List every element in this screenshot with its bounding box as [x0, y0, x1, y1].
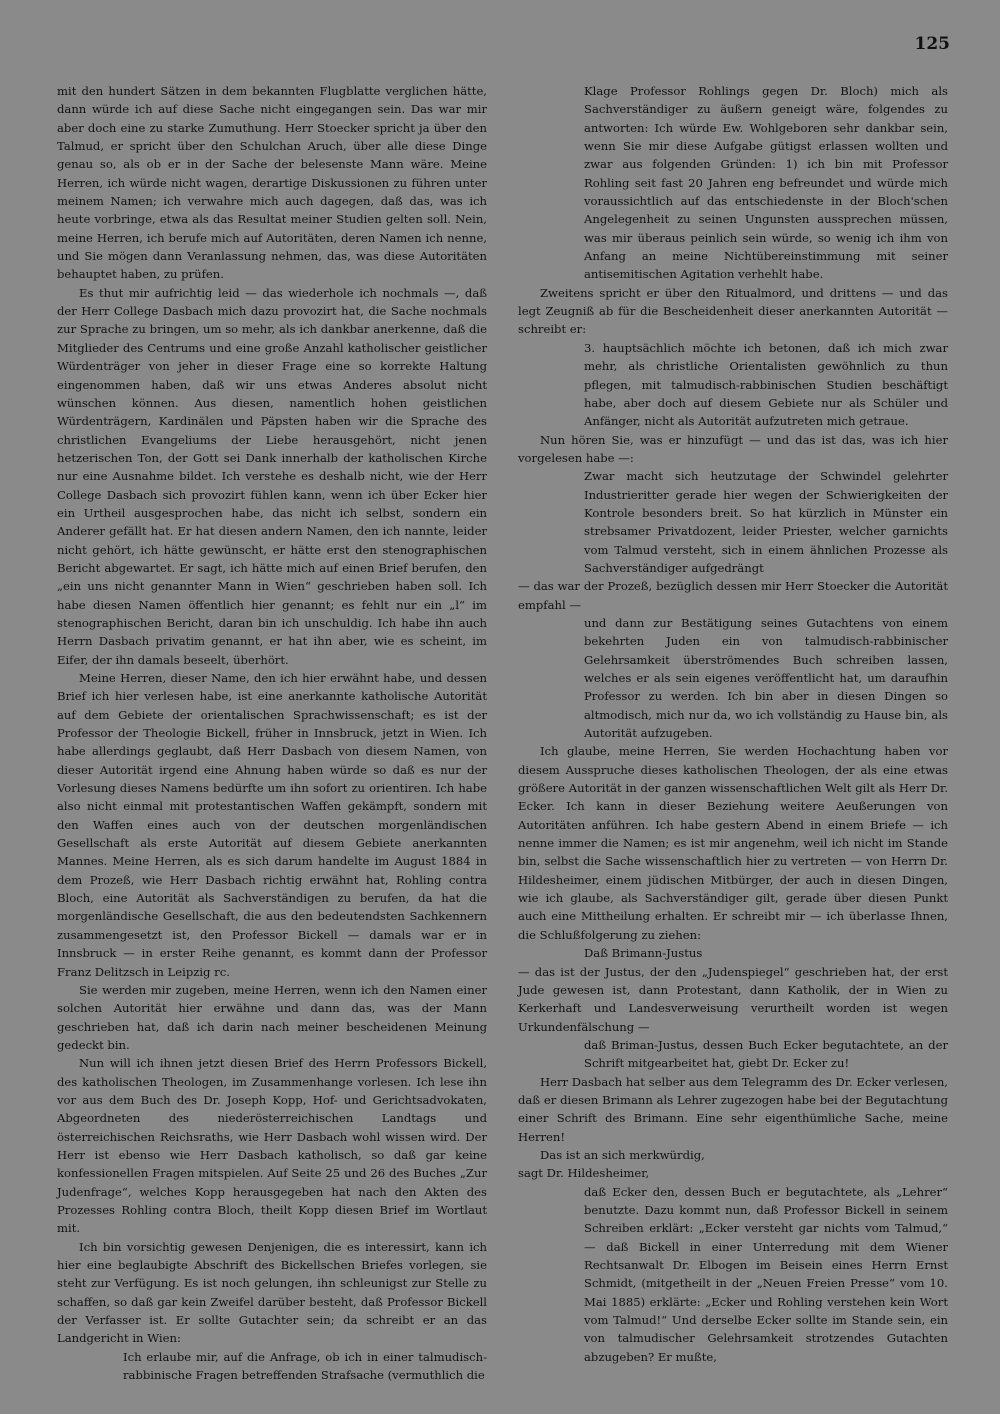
left-column — [57, 82, 487, 1384]
paragraph: Zwar macht sich heutzutage der Schwindel gelehrter Industrieritter gerade hier wegen der Schwierigkeiten der Kontrole besonders breit. So hat kürzlich in Münster ein strebsamer Privatdozent, leider Priester, welcher garnichts vom Talmud versteht, sich in einem ähnlichen Prozesse als Sachverständiger aufgedrängt — [584, 469, 948, 575]
paragraph: Ich erlaube mir, auf die Anfrage, ob ich in einer talmudisch-rabbinische Fragen betreffenden Strafsache (vermuthlich die — [123, 1349, 487, 1383]
paragraph: Herr Dasbach hat selber aus dem Telegramm des Dr. Ecker verlesen, daß er diesen Brimann als Lehrer zugezogen habe bei der Begutachtung einer Schrift des Brimann. Eine sehr eigenthümliche Sache, meine Herren! — [518, 1074, 948, 1144]
paragraph: Es thut mir aufrichtig leid — das wiederhole ich nochmals —, daß der Herr College Dasbach mich dazu provozirt hat, die Sache nochmals zur Sprache zu bringen, um so mehr, als ich dankbar anerkenne, daß die Mitglieder des Centrums und eine große Anzahl katholischer geistlicher Würdenträger von jeher in dieser Frage eine so korrekte Haltung eingenommen haben, daß wir uns etwas Anderes absolut nicht wünschen können. Aus diesen, namentlich hohen geistlichen Würdenträgern, Kardinälen und Päpsten haben wir die Sprache des christlichen Evangeliums der Liebe herausgehört, nicht jenen hetzerischen Ton, der Gott sei Dank innerhalb der katholischen Kirche nur eine Ausnahme bildet. Ich verstehe es deshalb nicht, wie der Herr College Dasbach sich provozirt fühlen kann, wenn ich über Ecker hier ein Urtheil ausgesprochen habe, das nicht ich selbst, sondern ein Anderer gefällt hat. Er hat diesen andern Namen, den ich nannte, leider nicht gehört, ich hätte gewünscht, er hätte erst den stenographischen Bericht abgewartet. Er sagt, ich hätte mich auf einen Brief berufen, den „ein uns nicht genannter Mann in Wien“ geschrieben haben soll. Ich habe diesen Namen öffentlich hier genannt; es fehlt nur ein „l“ im stenographischen Bericht, daran bin ich unschuldig. Ich habe ihn auch Herrn Dasbach privatim genannt, er hat ihn aber, wie es scheint, im Eifer, der ihn damals beseelt, überhört. — [57, 285, 487, 667]
paragraph: Ich glaube, meine Herren, Sie werden Hochachtung haben vor diesem Ausspruche dieses katholischen Theologen, der als eine etwas größere Autorität in der ganzen wissenschaftlichen Welt gilt als Herr Dr. Ecker. Ich kann in dieser Beziehung weitere Aeußerungen von Autoritäten anführen. Ich habe gestern Abend in einem Briefe — ich nenne immer die Namen; es ist mir angenehm, weil ich nicht im Stande bin, selbst die Sache wissenschaftlich hier zu vertreten — von Herrn Dr. Hildesheimer, einem jüdischen Mitbürger, der auch in diesen Dingen, wie ich glaube, als Sachverständiger gilt, gerade über diesen Punkt auch eine Mittheilung erhalten. Er schreibt mir — ich überlasse Ihnen, die Schlußfolgerung zu ziehen: — [518, 744, 948, 942]
paragraph: — das ist der Justus, der den „Judenspiegel“ geschrieben hat, der erst Jude gewesen ist, dann Protestant, dann Katholik, der in Wien zu Kerkerhaft und Landesverweisung verurtheilt worden ist wegen Urkundenfälschung — — [518, 964, 948, 1034]
paragraph: Meine Herren, dieser Name, den ich hier erwähnt habe, und dessen Brief ich hier verlesen habe, ist eine anerkannte katholische Autorität auf dem Gebiete der orientalischen Sprachwissenschaft; es ist der Professor der Theologie Bickell, früher in Innsbruck, jetzt in Wien. Ich habe allerdings geglaubt, daß Herr Dasbach von diesem Namen, von dieser Autorität irgend eine Ahnung haben würde so daß es nur der Vorlesung dieses Namens bedürfte um ihn sofort zu orientiren. Ich habe also nicht einmal mit protestantischen Waffen gekämpft, sondern mit den Waffen eines auch von der deutschen morgenländischen Gesellschaft als erste Autorität auf diesem Gebiete anerkannten Mannes. Meine Herren, als es sich darum handelte im August 1884 in dem Prozeß, wie Herr Dasbach richtig erwähnt hat, Rohling contra Bloch, eine Autorität als Sachverständigen zu berufen, da hat die morgenländische Gesellschaft, die aus den bedeutendsten Sachkennern zusammengesetzt ist, den Professor Bickell — damals war er in Innsbruck — in erster Reihe genannt, es kommt dann der Professor Franz Delitzsch in Leipzig rc. — [57, 671, 487, 979]
paragraph: sagt Dr. Hildesheimer, — [518, 1166, 650, 1181]
paragraph: Nun will ich ihnen jetzt diesen Brief des Herrn Professors Bickell, des katholischen Theologen, im Zusammenhange vorlesen. Ich lese ihn vor aus dem Buch des Dr. Joseph Kopp, Hof- und Gerichtsadvokaten, Abgeordneten des niederösterreichischen Landtags und österreichischen Reichsraths, wie Herr Dasbach wohl wissen wird. Der Herr ist ebenso wie Herr Dasbach katholisch, so daß gar keine konfessionellen Fragen mitspielen. Auf Seite 25 und 26 des Buches „Zur Judenfrage“, welches Kopp herausgegeben hat nach den Akten des Prozesses Rohling contra Bloch, theilt Kopp diesen Brief im Wortlaut mit. — [57, 1056, 487, 1236]
paragraph: Nun hören Sie, was er hinzufügt — und das ist das, was ich hier vorgelesen habe —: — [518, 432, 948, 465]
paragraph: — das war der Prozeß, bezüglich dessen mir Herr Stoecker die Autorität empfahl — — [518, 579, 948, 612]
right-column — [518, 82, 948, 1366]
paragraph: daß Ecker den, dessen Buch er begutachtete, als „Lehrer“ benutzte. Dazu kommt nun, daß Professor Bickell in seinem Schreiben erklärt: „Ecker versteht gar nichts vom Talmud,“ — daß Bickell in einer Unterredung mit dem Wiener Rechtsanwalt Dr. Elbogen im Beisein eines Herrn Ernst Schmidt, (mitgetheilt in der „Neuen Freien Presse“ vom 10. Mai 1885) erklärte: „Ecker und Rohling verstehen kein Wort vom Talmud!“ Und derselbe Ecker sollte im Stande sein, ein von talmudischer Gelehrsamkeit strotzendes Gutachten abzugeben? Er mußte, — [584, 1184, 948, 1364]
paragraph: Sie werden mir zugeben, meine Herren, wenn ich den Namen einer solchen Autorität hier erwähne und dann das, was der Mann geschrieben hat, daß ich darin nach meiner bescheidenen Meinung gedeckt bin. — [57, 982, 487, 1052]
paragraph: daß Briman-Justus, dessen Buch Ecker begutachtete, an der Schrift mitgearbeitet hat, giebt Dr. Ecker zu! — [584, 1037, 948, 1071]
paragraph: Ich bin vorsichtig gewesen Denjenigen, die es interessirt, kann ich hier eine beglaubigte Abschrift des Bickellschen Briefes vorlegen, sie steht zur Verfügung. Es ist noch gelungen, ihn schleunigst zur Stelle zu schaffen, so daß gar kein Zweifel darüber besteht, daß Professor Bickell der Verfasser ist. Er sollte Gutachter sein; da schreibt er an das Landgericht in Wien: — [57, 1239, 487, 1346]
paragraph: und dann zur Bestätigung seines Gutachtens von einem bekehrten Juden ein von talmudisch-rabbinischer Gelehrsamkeit überströmendes Buch schreiben lassen, welches er als sein eigenes veröffentlicht hat, um daraufhin Professor zu werden. Ich bin aber in diesen Dingen so altmodisch, mich nur da, wo ich vollständig zu Hause bin, als Autorität aufzugeben. — [584, 615, 948, 741]
paragraph: Zweitens spricht er über den Ritualmord, und drittens — und das legt Zeugniß ab für die Bescheidenheit dieser anerkannten Autorität — schreibt er: — [518, 285, 948, 337]
paragraph: 3. hauptsächlich möchte ich betonen, daß ich mich zwar mehr, als christliche Orientalisten gewöhnlich zu thun pflegen, mit talmudisch-rabbinischen Studien beschäftigt habe, aber doch auf diesem Gebiete nur als Schüler und Anfänger, nicht als Autorität aufzutreten mich getraue. — [584, 340, 948, 429]
paragraph: Klage Professor Rohlings gegen Dr. Bloch) mich als Sachverständiger zu äußern geneigt wäre, folgendes zu antworten: Ich würde Ew. Wohlgeboren sehr dankbar sein, wenn Sie mir diese Aufgabe gütigst erlassen wollten und zwar aus folgenden Gründen: 1) ich bin mit Professor Rohling seit fast 20 Jahren eng befreundet und würde mich voraussichtlich auf das entschiedenste in der Bloch'schen Angelegenheit zu seinen Ungunsten aussprechen müssen, was mir überaus peinlich sein würde, so wenig ich ihm von Anfang an meine Nichtübereinstimmung mit seiner antisemitischen Agitation verhehlt habe. — [584, 84, 948, 282]
paragraph: mit den hundert Sätzen in dem bekannten Flugblatte verglichen hätte, dann würde ich auf diese Sache nicht eingegangen sein. Das war mir aber doch eine zu starke Zumuthung. Herr Stoecker spricht ja über den Talmud, er spricht über den Schulchan Aruch, über alle diese Dinge genau so, als ob er in der Sache der belesenste Mann wäre. Meine Herren, ich würde nicht wagen, derartige Diskussionen zu führen unter meinem Namen; ich verwahre mich auch dagegen, daß das, was ich heute vorbringe, etwa als das Resultat meiner Studien gelten soll. Nein, meine Herren, ich berufe mich auf Autoritäten, deren Namen ich nenne, und Sie mögen dann Veranlassung nehmen, das, was diese Autoritäten behauptet haben, zu prüfen. — [57, 84, 487, 282]
paragraph: Daß Brimann-Justus — [584, 946, 703, 961]
page-number: 125 — [914, 34, 950, 54]
paragraph: Das ist an sich merkwürdig, — [540, 1147, 705, 1162]
